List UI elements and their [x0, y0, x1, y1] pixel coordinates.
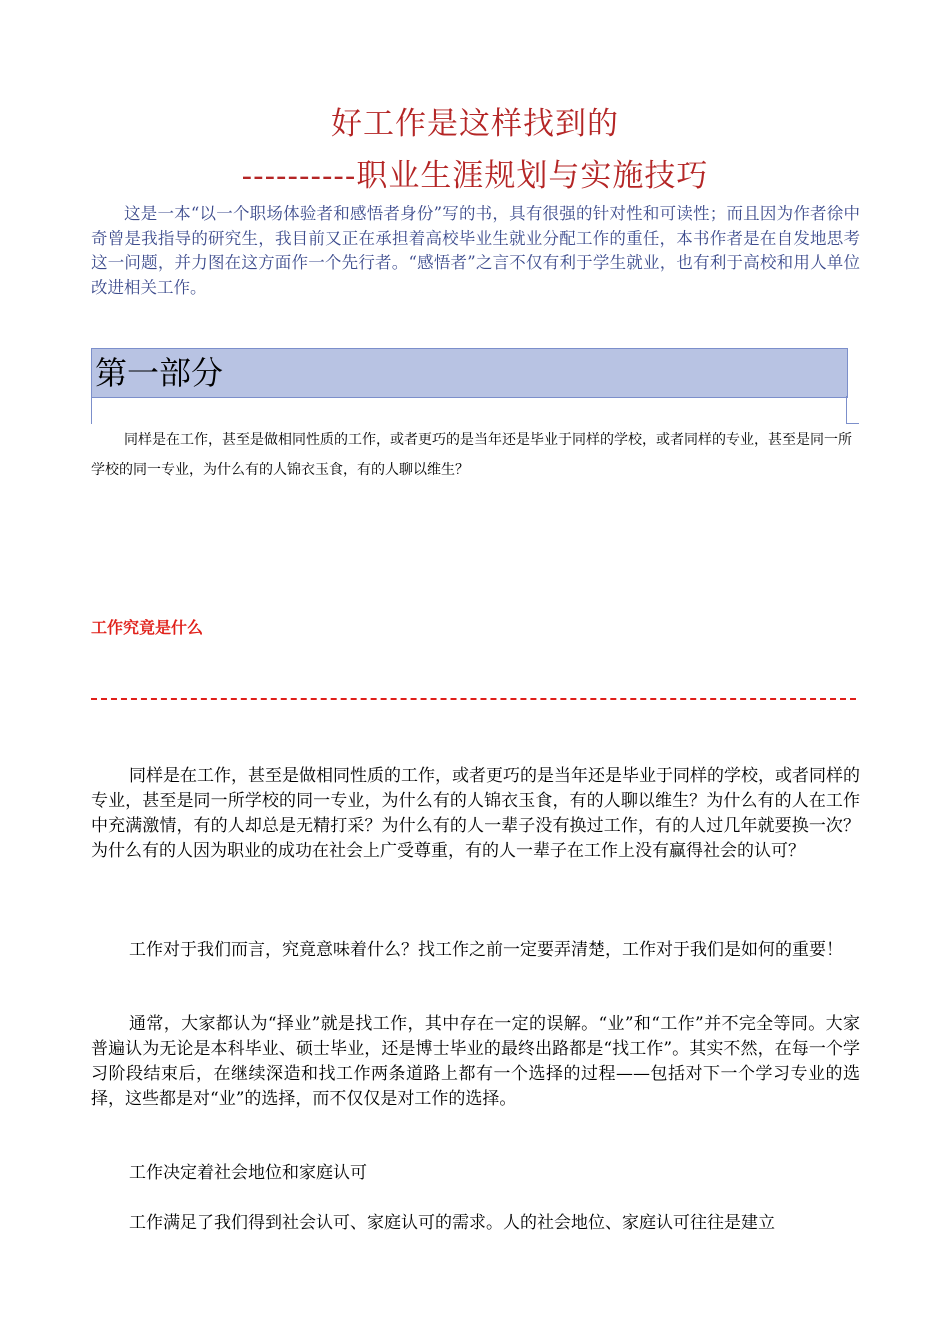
red-heading: 工作究竟是什么 [91, 618, 204, 637]
box-edge-corner [846, 423, 859, 424]
body-subheading: 工作决定着社会地位和家庭认可 [129, 1163, 367, 1183]
box-edge-right [846, 396, 847, 424]
box-edge-left [91, 396, 92, 424]
section-paragraph: 同样是在工作，甚至是做相同性质的工作，或者更巧的是当年还是毕业于同样的学校，或者同样的专业，甚至是同一所学校的同一专业，为什么有的人锦衣玉食，有的人聊以维生？ [91, 432, 852, 478]
intro-paragraph: 这是一本“以一个职场体验者和感悟者身份”写的书，具有很强的针对性和可读性；而且因为作者徐中奇曾是我指导的研究生，我目前又正在承担着高校毕业生就业分配工作的重任，本书作者是在自发地思考这一问题，并力图在这方面作一个先行者。“感悟者”之言不仅有利于学生就业，也有利于高校和用人单位改进相关工作。 [91, 204, 860, 297]
body-paragraph-3: 通常，大家都认为“择业”就是找工作，其中存在一定的误解。“业”和“工作”并不完全等同。大家普遍认为无论是本科毕业、硕士毕业，还是博士毕业的最终出路都是“找工作”。其实不然，在每一个学习阶段结束后，在继续深造和找工作两条道路上都有一个选择的过程——包括对下一个学习专业的选择，这些都是对“业”的选择，而不仅仅是对工作的选择。 [91, 1014, 860, 1109]
dashed-divider [91, 698, 856, 700]
body-paragraph-2: 工作对于我们而言，究竟意味着什么？找工作之前一定要弄清楚，工作对于我们是如何的重要！ [129, 940, 843, 960]
document-subtitle: ----------职业生涯规划与实施技巧 [241, 158, 709, 194]
section-title: 第一部分 [95, 354, 224, 392]
section-heading-box [91, 348, 848, 398]
document-title: 好工作是这样找到的 [331, 106, 619, 142]
body-paragraph-5: 工作满足了我们得到社会认可、家庭认可的需求。人的社会地位、家庭认可往往是建立 [129, 1213, 775, 1233]
body-paragraph-1: 同样是在工作，甚至是做相同性质的工作，或者更巧的是当年还是毕业于同样的学校，或者同样的专业，甚至是同一所学校的同一专业，为什么有的人锦衣玉食，有的人聊以维生？为什么有的人在工作中充满激情，有的人却总是无精打采？为什么有的人一辈子没有换过工作，有的人过几年就要换一次？为什么有的人因为职业的成功在社会上广受尊重，有的人一辈子在工作上没有赢得社会的认可？ [91, 766, 860, 861]
